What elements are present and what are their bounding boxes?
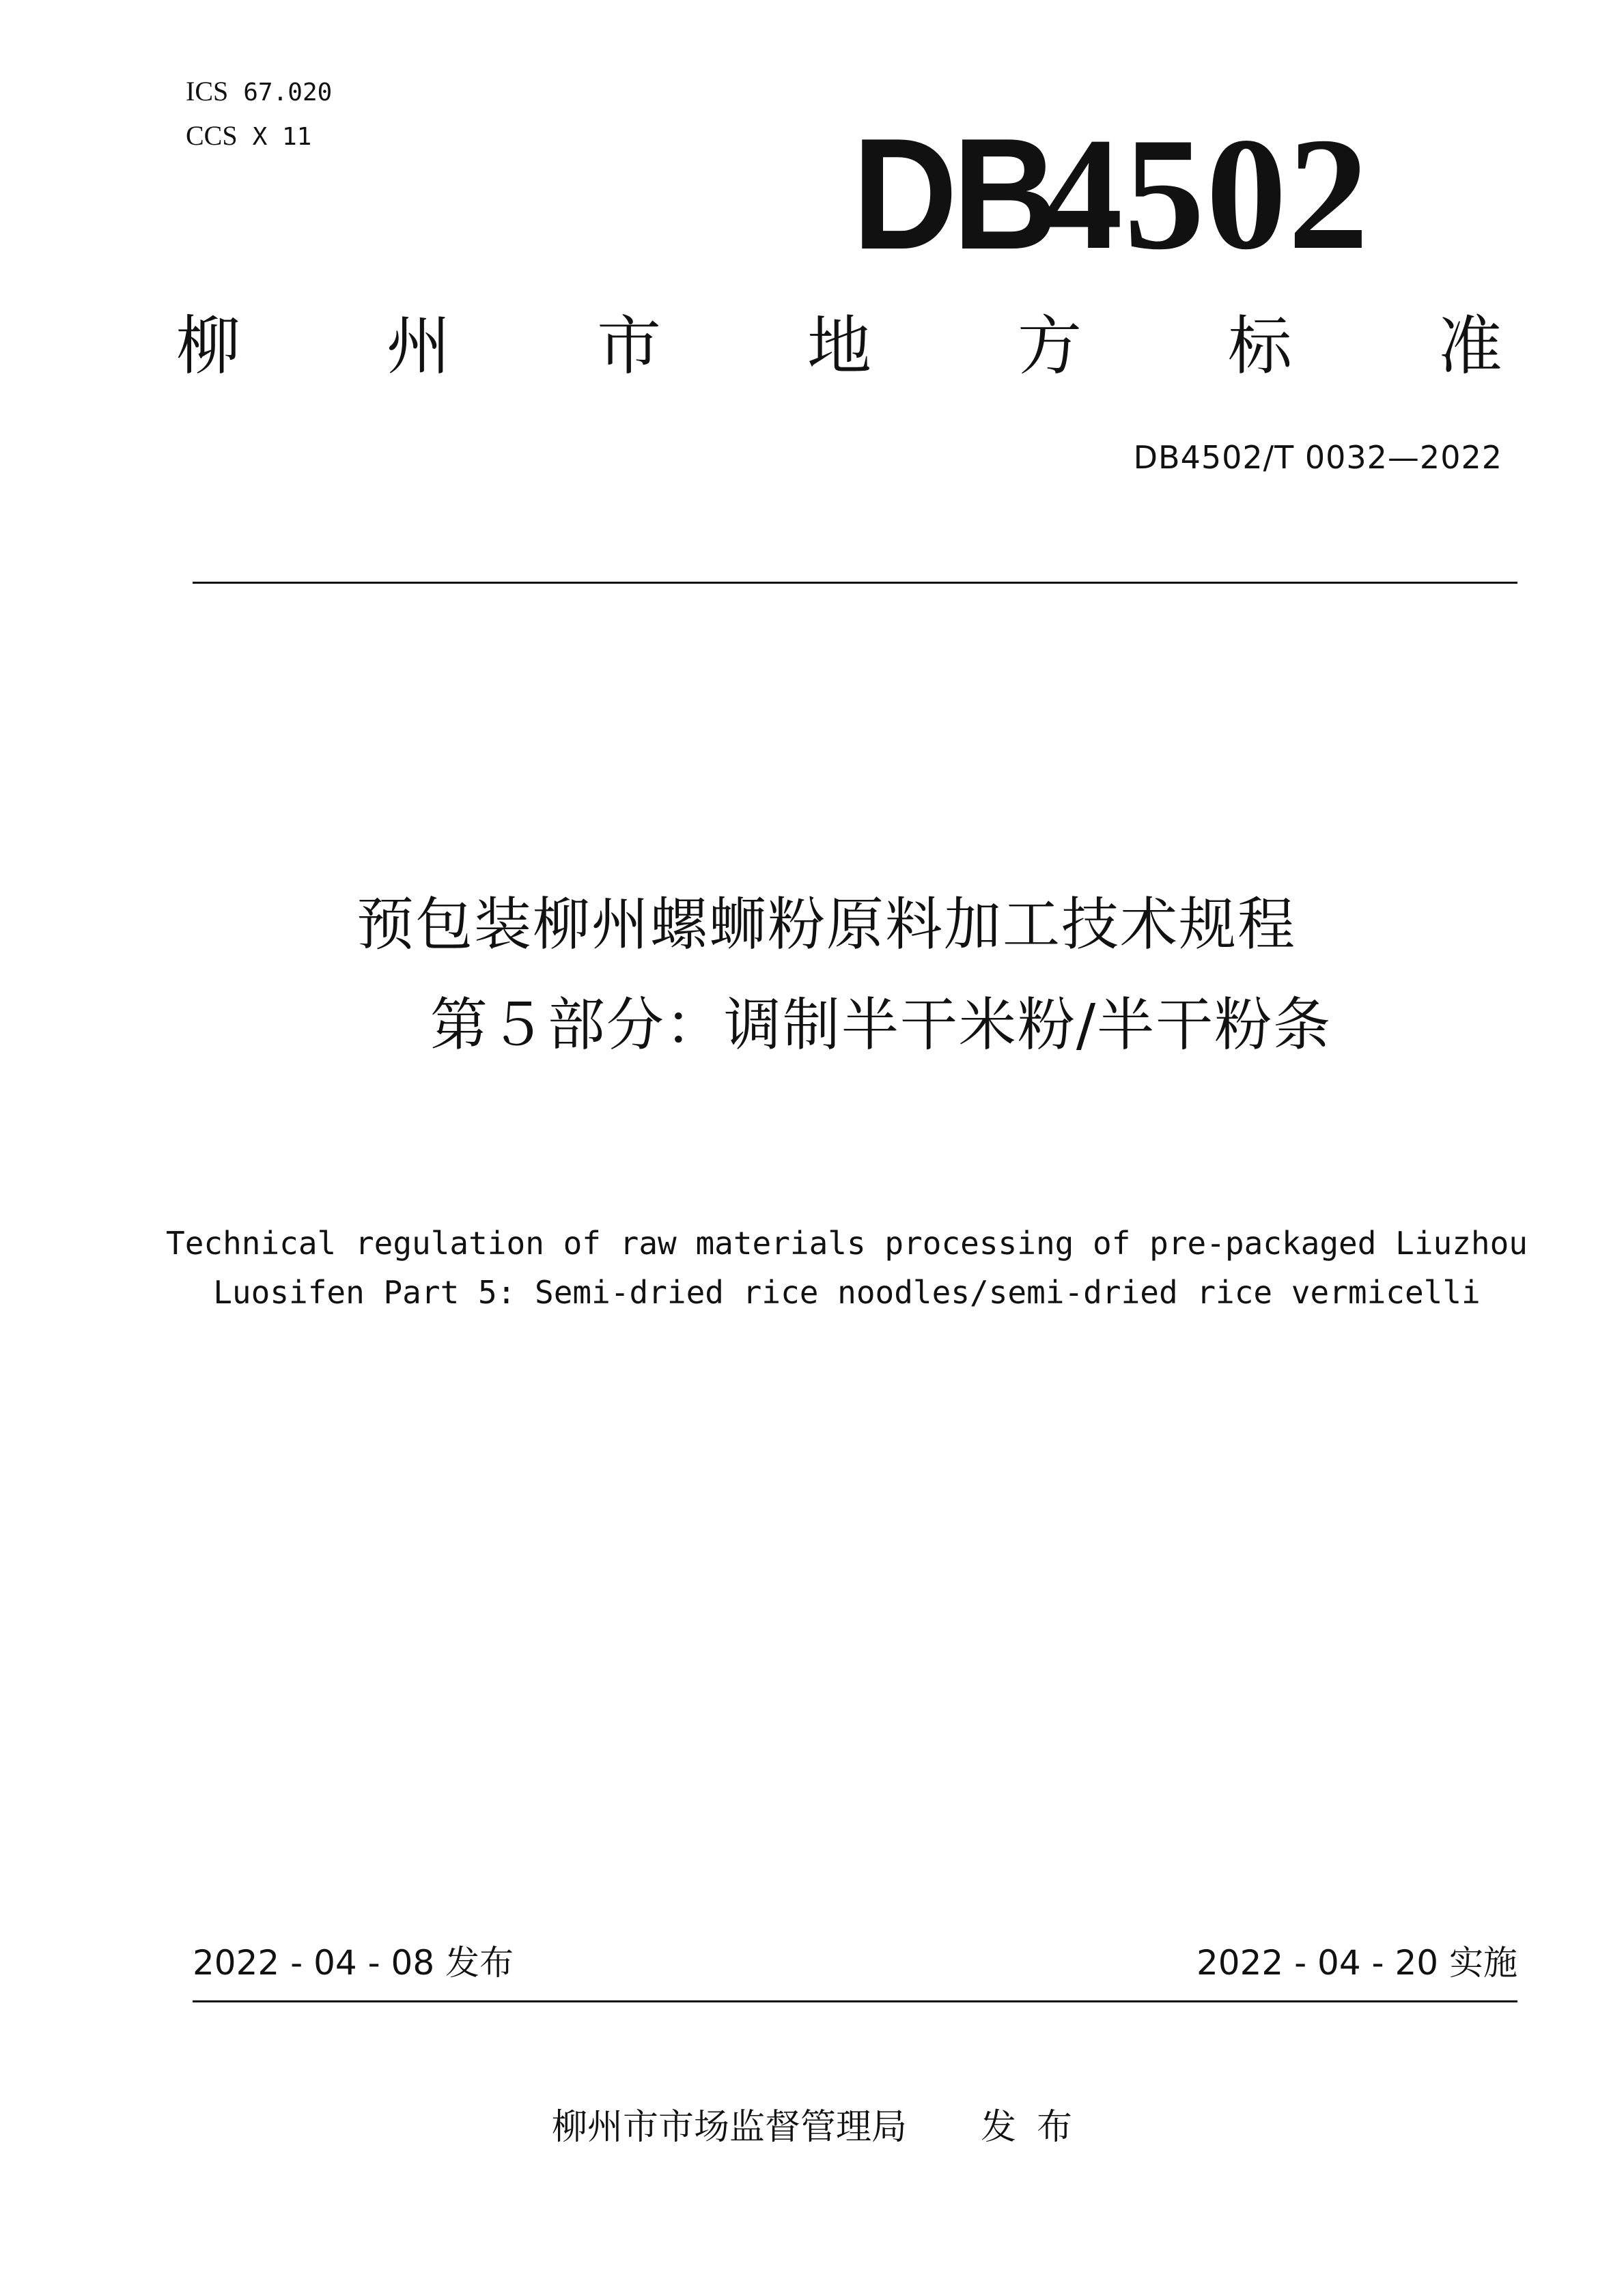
ccs-code xyxy=(186,119,311,154)
db-standard-logo xyxy=(852,105,1385,283)
standard-type-char: 州 xyxy=(386,309,451,384)
standard-type-char: 标 xyxy=(1227,309,1292,384)
standard-type-char: 方 xyxy=(1017,309,1082,384)
issuer-action: 发布 xyxy=(981,2107,1093,2148)
chinese-title-line-1: 预包装柳州螺蛳粉原料加工技术规程 xyxy=(356,891,1296,958)
english-title-line-2: Luosifen Part 5: Semi-dried rice noodles/semi-dried rice vermicelli xyxy=(213,1274,1481,1311)
bottom-divider xyxy=(193,2000,1517,2002)
issuer-name: 柳州市市场监督管理局 xyxy=(552,2107,908,2148)
standard-type-char: 地 xyxy=(807,309,871,384)
ccs-value: X 11 xyxy=(252,123,312,151)
standard-type-char: 柳 xyxy=(176,309,241,384)
publish-date: 2022 - 04 - 08 发布 xyxy=(193,1943,514,1983)
issuer-line xyxy=(552,2104,1093,2151)
standard-number: DB4502/T 0032—2022 xyxy=(1133,439,1502,476)
implementation-date: 2022 - 04 - 20 实施 xyxy=(1196,1943,1517,1983)
ics-label: ICS xyxy=(186,76,229,107)
logo-number-text: 4502 xyxy=(1042,105,1370,283)
ics-value: 67.020 xyxy=(243,79,333,107)
standard-type-heading xyxy=(176,306,1502,388)
chinese-title-line-2: 第５部分：调制半干米粉/半干粉条 xyxy=(430,991,1332,1058)
standard-type-char: 市 xyxy=(596,309,661,384)
ccs-label: CCS xyxy=(186,120,238,151)
ics-code xyxy=(186,75,332,109)
english-title-line-1: Technical regulation of raw materials processing of pre-packaged Liuzhou xyxy=(166,1225,1528,1262)
standard-type-char: 准 xyxy=(1438,309,1502,384)
top-divider xyxy=(193,582,1517,584)
logo-db-text: DB xyxy=(852,106,1053,283)
